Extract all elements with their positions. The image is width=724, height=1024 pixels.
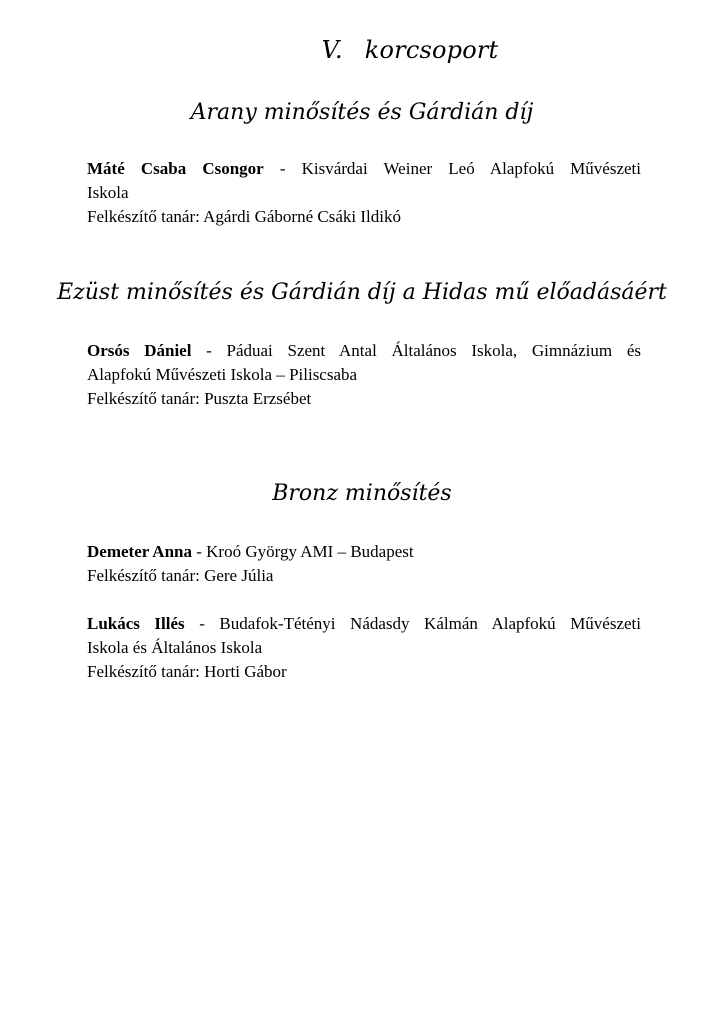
school-name: - Kroó György AMI – Budapest (191, 542, 414, 561)
teacher-line: Felkészítő tanár: Gere Júlia (87, 566, 274, 585)
school-name: - Kisvárdai Weiner Leó Alapfokú Művészeti (263, 159, 641, 178)
award-entry (87, 339, 641, 411)
student-name: Lukács Illés (87, 614, 185, 633)
teacher-line: Felkészítő tanár: Puszta Erzsébet (87, 389, 312, 408)
school-name-continued: Iskola (87, 183, 129, 202)
student-name: Demeter Anna (87, 542, 192, 561)
school-name-continued: Alapfokú Művészeti Iskola – Piliscsaba (87, 365, 358, 384)
award-entry (87, 612, 641, 684)
school-name: - Budafok-Tétényi Nádasdy Kálmán Alapfokú Művészeti (184, 614, 642, 633)
section-title-bronze: Bronz minősítés (272, 481, 452, 506)
school-name: - Páduai Szent Antal Általános Iskola, Gimnázium és (191, 341, 641, 360)
section-title-silver: Ezüst minősítés és Gárdián díj a Hidas mű előadásáért (57, 280, 667, 305)
award-entry (87, 540, 641, 588)
age-group-number: V. (321, 36, 343, 64)
teacher-line: Felkészítő tanár: Horti Gábor (87, 662, 287, 681)
student-name: Máté Csaba Csongor (87, 159, 264, 178)
section-title-gold: Arany minősítés és Gárdián díj (190, 100, 534, 125)
entry-first-line (87, 339, 641, 363)
age-group-heading (0, 36, 724, 64)
entry-first-line (87, 612, 641, 636)
award-entry (87, 157, 641, 229)
age-group-label: korcsoport (364, 36, 499, 64)
school-name-continued: Iskola és Általános Iskola (87, 638, 263, 657)
student-name: Orsós Dániel (87, 341, 192, 360)
teacher-line: Felkészítő tanár: Agárdi Gáborné Csáki Ildikó (87, 207, 401, 226)
entry-first-line (87, 157, 641, 181)
entry-first-line (87, 540, 641, 564)
